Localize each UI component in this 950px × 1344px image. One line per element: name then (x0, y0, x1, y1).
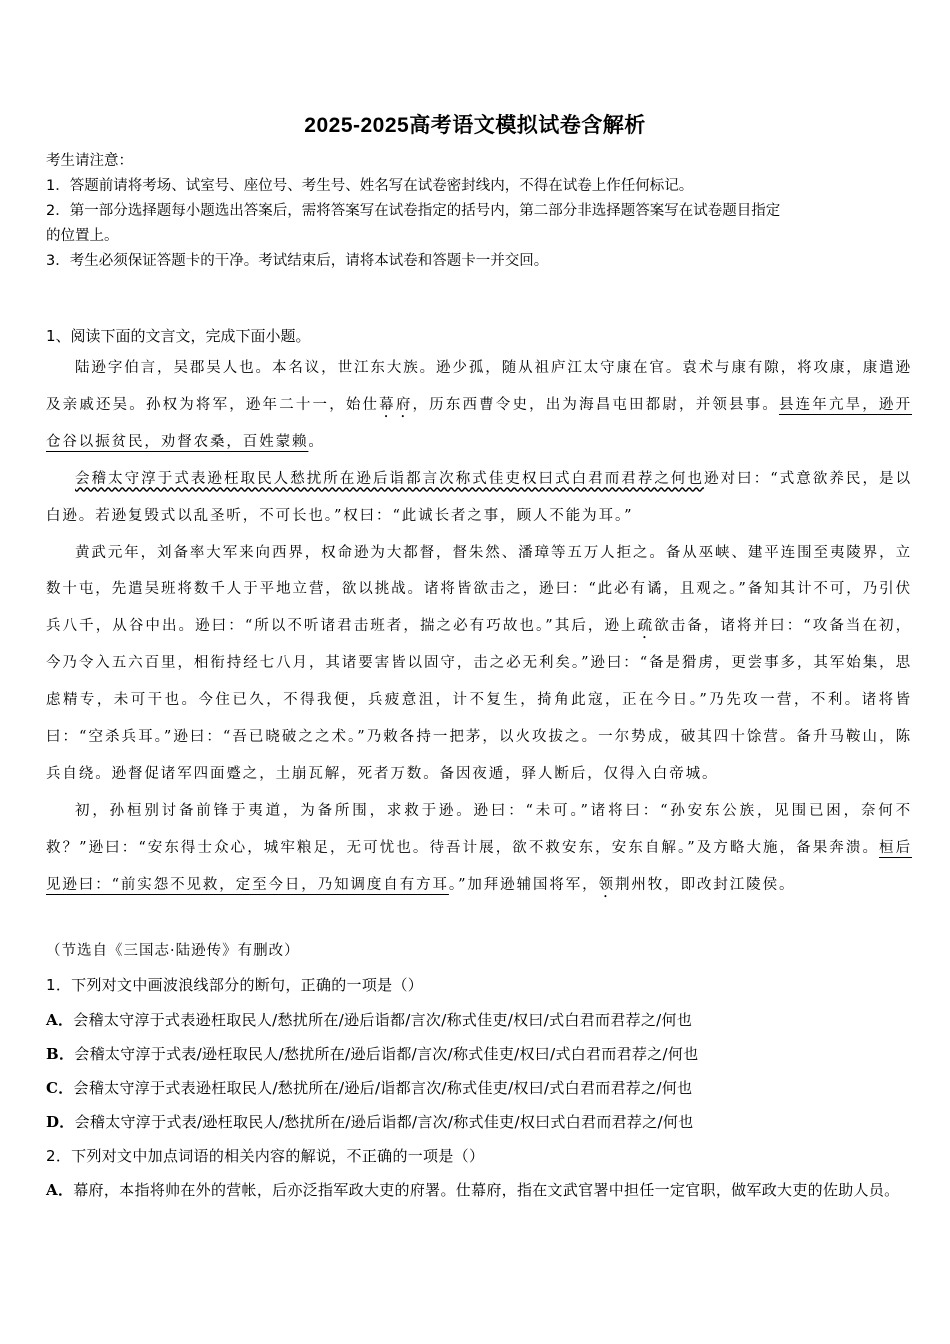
passage-text: 陆逊字伯言，吴郡吴人也。本名议，世江东大族。逊少孤，随从祖庐江太守康在官。袁术与康有隙，将攻康，康遣逊及亲戚还吴。孙权为将军，逊年二十一，始仕 (46, 360, 912, 413)
option-label: C． (46, 1079, 74, 1097)
dotted-word-ling: 领 (598, 876, 615, 893)
q1-option-a[interactable] (46, 1007, 912, 1033)
option-text: 会稽太守淳于式表/逊枉取民人/愁扰所在/逊后诣都/言次/称式佳吏/权曰式白君而君荐之/何也 (74, 1113, 694, 1131)
passage-text: 逊对曰：“式意欲养民，是以白逊。若逊复毁式以乱圣听，不可长也。”权曰：“此诚长者之事，顾人不能为耳。” (46, 470, 912, 524)
passage-source: （节选自《三国志·陆逊传》有删改） (46, 943, 300, 959)
page-title: 2025-2025高考语文模拟试卷含解析 (304, 114, 646, 137)
underlined-sentence-2: 桓后见逊曰：“前实怨不见救，定至今日，乃知调度自有方耳 (46, 839, 912, 893)
q2-stem (46, 1143, 912, 1169)
option-text: 会稽太守淳于式表逊枉取民人/愁扰所在/逊后诣都/言次/称式佳吏/权曰/式白君而君荐之/何也 (73, 1011, 693, 1029)
passage-text: 。”加拜逊辅国将军， (448, 876, 599, 893)
q1-stem-text: 1．下列对文中画波浪线部分的断句，正确的一项是（） (46, 976, 424, 994)
option-text: 会稽太守淳于式表逊枉取民人/愁扰所在/逊后/诣都言次/称式佳吏/权曰/式白君而君荐之/何也 (73, 1079, 693, 1097)
classical-passage (46, 350, 912, 904)
q2-option-a[interactable] (46, 1172, 912, 1208)
option-label: A． (46, 1181, 74, 1199)
passage-text: 初，孙桓别讨备前锋于夷道，为备所围，求救于逊。逊曰：“未可。”诸将曰：“孙安东公族，见围已困，奈何不救？”逊曰：“安东得士众心，城牢粮足，无可忧也。待吾计展，欲不救安东，安东自解。”及方略大施，备果奔溃。 (46, 802, 912, 856)
option-text: 幕府，本指将帅在外的营帐，后亦泛指军政大吏的府署。仕幕府，指在文武官署中担任一定官职，做军政大吏的佐助人员。 (73, 1181, 900, 1199)
wavy-underlined-sentence: 会稽太守淳于式表逊枉取民人愁扰所在逊后诣都言次称式佳吏权曰式白君而君荐之何也 (75, 470, 705, 487)
passage-paragraph-2 (46, 461, 912, 535)
dotted-word-shu: 疏 (637, 618, 655, 635)
notice-item-2-line-2: 的位置上。 (46, 228, 119, 244)
passage-text: 荆州牧，即改封江陵侯。 (615, 876, 796, 893)
q2-stem-text: 2．下列对文中加点词语的相关内容的解说，不正确的一项是（） (46, 1147, 485, 1165)
passage-paragraph-3 (46, 535, 912, 793)
option-label: A． (46, 1011, 74, 1029)
passage-text: 黄武元年，刘备率大军来向西界，权命逊为大都督，督朱然、潘璋等五万人拒之。备从巫峡、建平连围至夷陵界，立数十屯，先遣吴班将数千人于平地立营，欲以挑战。诸将皆欲击之，逊曰：“此必有谲，且观之。”备知其计不可，乃引伏兵八千，从谷中出。逊曰：“所以不听诸君击班者，揣之必有巧故也。”其后，逊上 (46, 544, 912, 635)
option-label: D． (46, 1113, 75, 1131)
q1-option-c[interactable] (46, 1075, 912, 1101)
q1-option-b[interactable] (46, 1041, 912, 1067)
option-label: B． (46, 1045, 75, 1063)
passage-text: 欲击备，诸将并曰：“攻备当在初，今乃令入五六百里，相衔持经七八月，其诸要害皆以固守，击之必无利矣。”逊曰：“备是猾虏，更尝事多，其军始集，思虑精专，未可干也。今住已久，不得我便，兵疲意沮，计不复生，掎角此寇，正在今日。”乃先攻一营，不利。诸将皆曰：“空杀兵耳。”逊曰：“吾已晓破之之术。”乃敕各持一把茅，以火攻拔之。一尔势成，破其四十馀营。备升马鞍山，陈兵自绕。逊督促诸军四面蹙之，土崩瓦解，死者万数。备因夜遁，驿人断后，仅得入白帝城。 (46, 618, 913, 782)
notice-item-2-line-1: 2．第一部分选择题每小题选出答案后，需将答案写在试卷指定的括号内，第二部分非选择题答案写在试卷题目指定 (46, 203, 781, 219)
passage-text: ，历东西曹令史，出为海昌屯田都尉，并领县事。 (412, 396, 779, 413)
question-intro: 1、阅读下面的文言文，完成下面小题。 (46, 327, 311, 345)
passage-text: 。 (308, 433, 325, 450)
q1-stem (46, 972, 912, 998)
option-text: 会稽太守淳于式表/逊枉取民人/愁扰所在/逊后诣都/言次/称式佳吏/权曰/式白君而君荐之/何也 (74, 1045, 699, 1063)
notice-heading: 考生请注意： (46, 153, 133, 169)
notice-item-1: 1．答题前请将考场、试室号、座位号、考生号、姓名写在试卷密封线内，不得在试卷上作任何标记。 (46, 178, 694, 194)
passage-paragraph-1 (46, 350, 912, 461)
passage-paragraph-4 (46, 793, 912, 904)
notice-item-3: 3．考生必须保证答题卡的干净。考试结束后，请将本试卷和答题卡一并交回。 (46, 253, 549, 269)
underlined-sentence-1: 县连年亢旱，逊开仓谷以振贫民，劝督农桑，百姓蒙赖 (46, 396, 912, 450)
q1-option-d[interactable] (46, 1109, 912, 1135)
dotted-word-mufu: 幕府 (379, 396, 413, 413)
